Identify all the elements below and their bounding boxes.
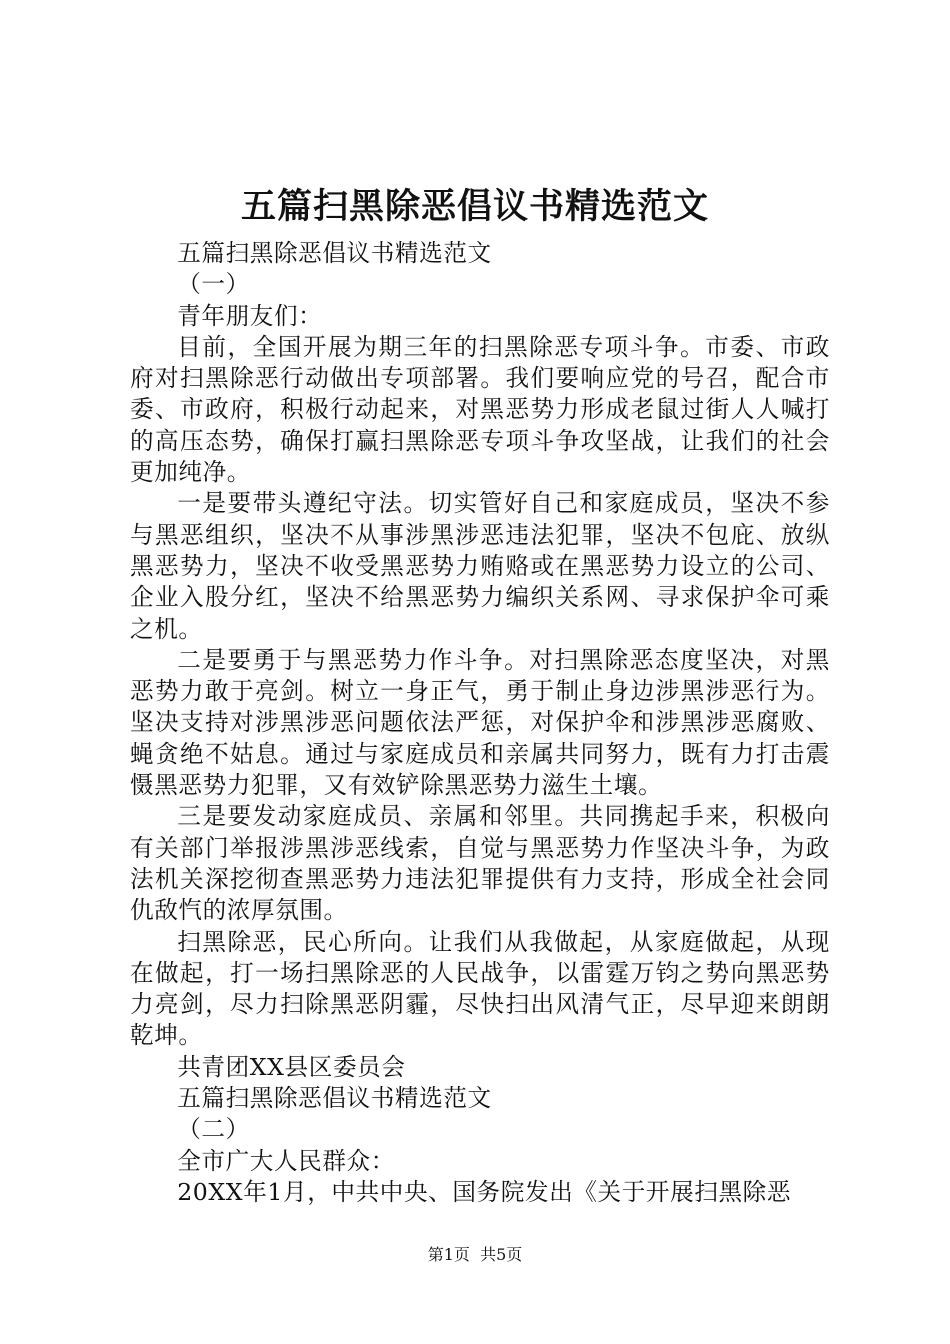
signature: 共青团XX县区委员会 <box>177 1052 406 1081</box>
paragraph: 三是要发动家庭成员、亲属和邻里。共同携起手来，积极向有关部门举报涉黑涉恶线索，自觉与黑恶势力作坚决斗争，为政法机关深挖彻查黑恶势力违法犯罪提供有力支持，形成全社会同仇敌忾的浓厚氛围。 <box>130 802 830 925</box>
section-number: （二） <box>177 1115 250 1144</box>
subtitle-line: 五篇扫黑除恶倡议书精选范文 <box>177 1084 492 1113</box>
salutation: 青年朋友们： <box>177 301 323 330</box>
paragraph: 扫黑除恶，民心所向。让我们从我做起，从家庭做起，从现在做起，打一场扫黑除恶的人民战争，以雷霆万钧之势向黑恶势力亮剑，尽力扫除黑恶阴霾，尽快扫出风清气正，尽早迎来朗朗乾坤。 <box>130 927 830 1050</box>
section-number: （一） <box>177 270 250 299</box>
paragraph: 目前，全国开展为期三年的扫黑除恶专项斗争。市委、市政府对扫黑除恶行动做出专项部署。我们要响应党的号召，配合市委、市政府，积极行动起来，对黑恶势力形成老鼠过街人人喊打的高压态势，确保打赢扫黑除恶专项斗争攻坚战，让我们的社会更加纯净。 <box>130 332 830 487</box>
paragraph: 20XX年1月，中共中央、国务院发出《关于开展扫黑除恶 <box>177 1177 792 1206</box>
salutation: 全市广大人民群众： <box>177 1146 395 1175</box>
document-body <box>130 238 830 1208</box>
subtitle-line: 五篇扫黑除恶倡议书精选范文 <box>177 239 492 267</box>
paragraph: 二是要勇于与黑恶势力作斗争。对扫黑除恶态度坚决，对黑恶势力敢于亮剑。树立一身正气，勇于制止身边涉黑涉恶行为。坚决支持对涉黑涉恶问题依法严惩，对保护伞和涉黑涉恶腐败、蝇贪绝不姑息。通过与家庭成员和亲属共同努力，既有力打击震慑黑恶势力犯罪，又有效铲除黑恶势力滋生土壤。 <box>130 645 830 800</box>
paragraph: 一是要带头遵纪守法。切实管好自己和家庭成员，坚决不参与黑恶组织，坚决不从事涉黑涉恶违法犯罪，坚决不包庇、放纵黑恶势力，坚决不收受黑恶势力贿赂或在黑恶势力设立的公司、企业入股分红，坚决不给黑恶势力编织关系网、寻求保护伞可乘之机。 <box>130 489 830 643</box>
document-title: 五篇扫黑除恶倡议书精选范文 <box>240 186 709 227</box>
page-number-footer: 第1页 共5页 <box>427 1245 523 1264</box>
